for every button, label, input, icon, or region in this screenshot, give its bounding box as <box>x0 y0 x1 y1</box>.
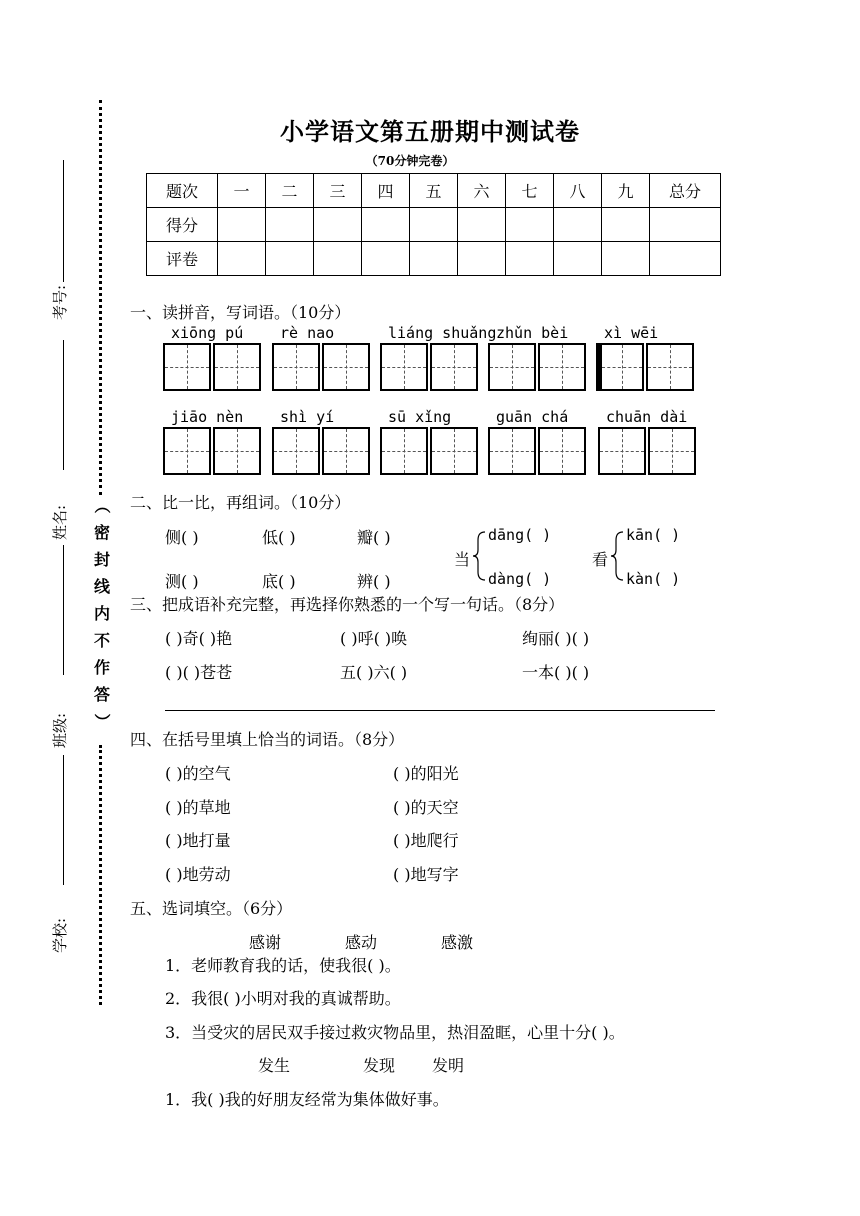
s3-idiom-4: ( )( )苍苍 <box>165 663 233 682</box>
writing-box[interactable] <box>430 343 478 391</box>
s5-word-6: 发明 <box>432 1056 465 1075</box>
pinyin-label: chuān dài <box>606 408 688 426</box>
score-table <box>146 173 721 276</box>
s5-word-1: 感谢 <box>249 933 282 952</box>
dang-brace <box>472 530 486 582</box>
score-cell[interactable] <box>314 208 362 242</box>
writing-box[interactable] <box>322 343 370 391</box>
score-header-cell: 二 <box>266 174 314 208</box>
pinyin-label: xiōng pú <box>171 324 244 342</box>
seal-char: 线 <box>93 577 110 596</box>
score-row-pingjuan <box>147 242 721 276</box>
kan-top: kān( ) <box>626 526 681 544</box>
s3-idiom-2: ( )呼( )唤 <box>340 629 408 648</box>
score-header-cell: 总分 <box>650 174 721 208</box>
s4-right-1: ( )的阳光 <box>393 764 459 783</box>
score-cell[interactable] <box>218 242 266 276</box>
score-cell[interactable] <box>218 208 266 242</box>
score-row-label: 评卷 <box>147 242 218 276</box>
s5-word-4: 发生 <box>258 1056 291 1075</box>
pinyin-label: zhǔn bèi <box>496 324 569 342</box>
pinyin-label: jiāo nèn <box>171 408 244 426</box>
score-header-row <box>147 174 721 208</box>
exam-no-line-2 <box>63 340 64 470</box>
seal-char: （ <box>92 497 112 514</box>
pinyin-label: xì wēi <box>604 324 659 342</box>
s3-answer-line[interactable] <box>165 710 715 711</box>
seal-char: 封 <box>93 550 110 569</box>
writing-box[interactable] <box>213 427 261 475</box>
writing-box[interactable] <box>322 427 370 475</box>
pinyin-label: sū xǐng <box>388 408 452 426</box>
pinyin-label: rè nao <box>280 324 335 342</box>
s3-idiom-3: 绚丽( )( ) <box>522 629 590 648</box>
kan-brace <box>610 530 624 582</box>
score-header-cell: 四 <box>362 174 410 208</box>
section-2-heading: 二、比一比，再组词。（10分） <box>130 493 351 512</box>
s2-item-4: 测( ) <box>165 572 199 591</box>
section-5-heading: 五、选词填空。（6分） <box>130 899 293 918</box>
score-cell[interactable] <box>314 242 362 276</box>
s2-item-6: 辨( ) <box>357 572 391 591</box>
s4-left-3: ( )地打量 <box>165 831 231 850</box>
writing-box[interactable] <box>538 427 586 475</box>
s5-question-3: 3．当受灾的居民双手接过救灾物品里，热泪盈眶，心里十分( )。 <box>165 1023 625 1042</box>
writing-box[interactable] <box>488 343 536 391</box>
exam-no-line <box>63 160 64 282</box>
s5-word-5: 发现 <box>363 1056 396 1075</box>
s4-left-2: ( )的草地 <box>165 798 231 817</box>
seal-dotted-line-bottom <box>99 745 102 1005</box>
s4-right-3: ( )地爬行 <box>393 831 459 850</box>
s4-left-4: ( )地劳动 <box>165 865 231 884</box>
writing-box[interactable] <box>163 343 211 391</box>
score-cell[interactable] <box>458 242 506 276</box>
s2-item-3: 瓣( ) <box>357 528 391 547</box>
s3-idiom-6: 一本( )( ) <box>522 663 590 682</box>
score-row-defen <box>147 208 721 242</box>
dang-char: 当 <box>454 550 471 569</box>
writing-box[interactable] <box>213 343 261 391</box>
writing-box[interactable] <box>648 427 696 475</box>
score-header-cell: 六 <box>458 174 506 208</box>
s2-item-5: 底( ) <box>262 572 296 591</box>
writing-box[interactable] <box>598 427 646 475</box>
score-header-cell: 五 <box>410 174 458 208</box>
score-cell[interactable] <box>266 242 314 276</box>
kan-char: 看 <box>592 550 609 569</box>
writing-box[interactable] <box>488 427 536 475</box>
s4-right-4: ( )地写字 <box>393 865 459 884</box>
writing-box[interactable] <box>380 343 428 391</box>
writing-box[interactable] <box>430 427 478 475</box>
class-line <box>63 755 64 885</box>
s3-idiom-1: ( )奇( )艳 <box>165 629 233 648</box>
seal-text <box>90 492 114 735</box>
writing-box[interactable] <box>380 427 428 475</box>
score-cell[interactable] <box>650 208 721 242</box>
writing-box[interactable] <box>538 343 586 391</box>
pinyin-label: guān chá <box>496 408 569 426</box>
school-label: 学校: <box>51 917 70 954</box>
exam-no-label: 考号: <box>51 284 70 321</box>
score-header-cell: 八 <box>554 174 602 208</box>
seal-char: 答 <box>93 685 110 704</box>
score-cell[interactable] <box>362 208 410 242</box>
kan-bottom: kàn( ) <box>626 570 681 588</box>
s5-question-2: 2．我很( )小明对我的真诚帮助。 <box>165 989 401 1008</box>
score-header-cell: 三 <box>314 174 362 208</box>
s4-right-2: ( )的天空 <box>393 798 459 817</box>
score-header-cell: 一 <box>218 174 266 208</box>
page-title: 小学语文第五册期中测试卷 <box>280 117 580 146</box>
dang-bottom: dàng( ) <box>488 570 552 588</box>
score-cell[interactable] <box>602 242 650 276</box>
s5-question-1: 1．老师教育我的话，使我很( )。 <box>165 956 401 975</box>
score-cell[interactable] <box>362 242 410 276</box>
page-subtitle: （70分钟完卷） <box>365 154 455 168</box>
pinyin-label: liáng shuǎng <box>388 324 497 342</box>
score-row-label: 得分 <box>147 208 218 242</box>
score-cell[interactable] <box>554 242 602 276</box>
s2-item-1: 侧( ) <box>165 528 199 547</box>
writing-box[interactable] <box>596 343 644 391</box>
name-label: 姓名: <box>51 504 70 541</box>
seal-char: 不 <box>93 631 110 650</box>
pinyin-label: shì yí <box>280 408 335 426</box>
score-cell[interactable] <box>458 208 506 242</box>
writing-box[interactable] <box>272 427 320 475</box>
score-cell[interactable] <box>650 242 721 276</box>
section-3-heading: 三、把成语补充完整，再选择你熟悉的一个写一句话。（8分） <box>130 595 565 614</box>
seal-char: 内 <box>93 604 110 623</box>
s4-left-1: ( )的空气 <box>165 764 231 783</box>
score-cell[interactable] <box>506 242 554 276</box>
score-cell[interactable] <box>602 208 650 242</box>
score-cell[interactable] <box>266 208 314 242</box>
score-cell[interactable] <box>554 208 602 242</box>
s5-word-2: 感动 <box>345 933 378 952</box>
score-header-cell: 七 <box>506 174 554 208</box>
score-header-cell: 九 <box>602 174 650 208</box>
s3-idiom-5: 五( )六( ) <box>340 663 408 682</box>
seal-char: ） <box>92 713 112 730</box>
seal-char: 作 <box>93 658 110 677</box>
score-header-cell: 题次 <box>147 174 218 208</box>
writing-box[interactable] <box>272 343 320 391</box>
s2-item-2: 低( ) <box>262 528 296 547</box>
score-cell[interactable] <box>410 208 458 242</box>
writing-box[interactable] <box>163 427 211 475</box>
seal-char: 密 <box>93 523 110 542</box>
class-label: 班级: <box>51 712 70 749</box>
section-1-heading: 一、读拼音，写词语。（10分） <box>130 303 351 322</box>
writing-box[interactable] <box>646 343 694 391</box>
name-line <box>63 545 64 675</box>
score-cell[interactable] <box>410 242 458 276</box>
s5-word-3: 感激 <box>441 933 474 952</box>
dang-top: dāng( ) <box>488 526 552 544</box>
s5-question-4: 1．我( )我的好朋友经常为集体做好事。 <box>165 1090 449 1109</box>
section-4-heading: 四、在括号里填上恰当的词语。（8分） <box>130 730 405 749</box>
score-cell[interactable] <box>506 208 554 242</box>
